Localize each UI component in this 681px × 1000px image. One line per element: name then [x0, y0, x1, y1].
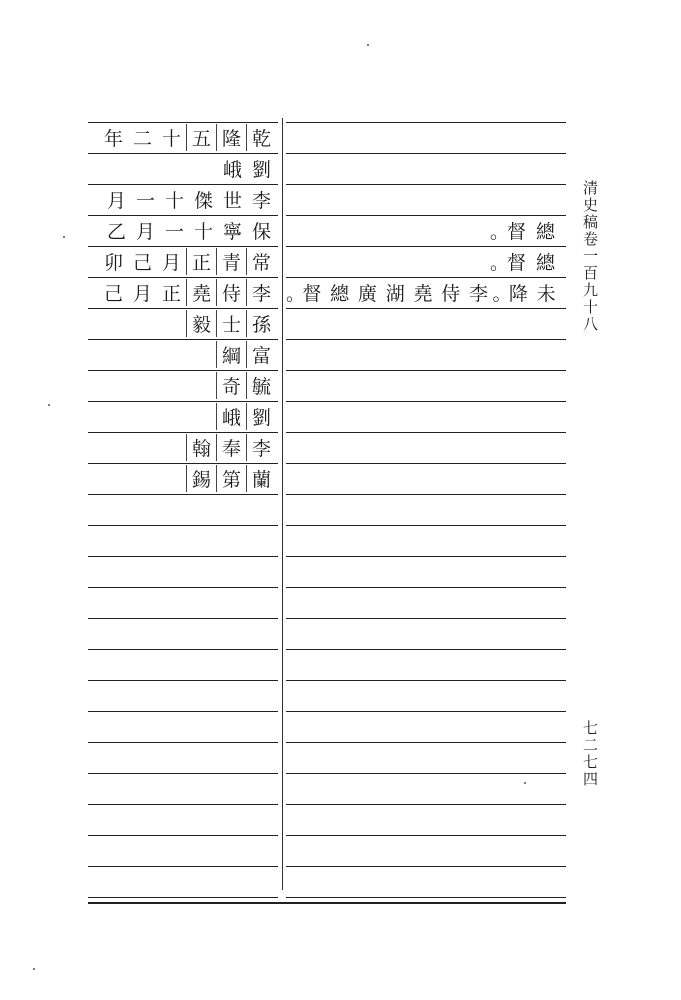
official-name-cell: [88, 184, 276, 215]
table-char: 督: [302, 283, 322, 305]
table-char: 孫: [246, 310, 276, 337]
table-char: 湖: [385, 283, 405, 305]
table-char: 峨: [222, 159, 242, 181]
ruled-line-right: [286, 556, 566, 557]
table-char: 蘭: [246, 465, 276, 492]
ruled-line-right: [286, 680, 566, 681]
table-char: 己: [132, 252, 152, 274]
table-char: 奇: [216, 372, 246, 399]
table-char: 廣: [357, 283, 377, 305]
scan-speck: [48, 404, 50, 406]
ruled-line-left: [88, 494, 278, 495]
official-name-cell: [88, 122, 276, 153]
ruled-line-right: [286, 494, 566, 495]
official-name-cell: [88, 153, 276, 184]
ruled-line-right: [286, 742, 566, 743]
table-char: 正: [161, 283, 181, 305]
ruled-line-right: [286, 587, 566, 588]
table-char: 月: [135, 221, 155, 243]
table-char: 卯: [103, 252, 123, 274]
ruled-line-right: [286, 184, 566, 185]
table-char: 錫: [186, 465, 216, 492]
table-char: 總: [535, 221, 555, 243]
table-char: 李: [469, 283, 489, 305]
ruled-line-right: [286, 339, 566, 340]
table-char: 常: [246, 248, 276, 275]
table-char: 月: [132, 283, 152, 305]
table-char: 第: [216, 465, 246, 492]
table-char: 月: [161, 252, 181, 274]
ruled-line-right: [286, 432, 566, 433]
table-char: 年: [103, 128, 123, 150]
ruled-line-right: [286, 463, 566, 464]
table-char: 劉: [251, 159, 271, 181]
table-char: 未: [536, 283, 556, 305]
official-name-cell: [88, 339, 276, 370]
ruled-line-right: [286, 804, 566, 805]
ruled-line-left: [88, 556, 278, 557]
table-char: 二: [132, 128, 152, 150]
bottom-border: [88, 902, 566, 904]
ruled-line-right: [286, 711, 566, 712]
ruled-line-right: [286, 401, 566, 402]
ruled-line-right: [286, 525, 566, 526]
scan-speck: [524, 782, 526, 784]
official-name-cell: [88, 246, 276, 277]
table-char: 十: [164, 190, 184, 212]
table-char: 綱: [216, 341, 246, 368]
table-char: 。: [285, 283, 305, 305]
ruled-line-right: [286, 308, 566, 309]
table-char: 李: [251, 190, 271, 212]
ruled-line-right: [286, 370, 566, 371]
table-char: 奉: [216, 434, 246, 461]
table-char: 。: [492, 283, 512, 305]
table-char: 侍: [441, 283, 461, 305]
table-char: 乾: [246, 124, 276, 151]
table-char: 毅: [186, 310, 216, 337]
note-cell: [286, 277, 560, 308]
table-char: 月: [106, 190, 126, 212]
ruled-line-left: [88, 587, 278, 588]
table-char: 總: [330, 283, 350, 305]
scan-speck: [33, 968, 35, 970]
ruled-line-right: [286, 897, 566, 898]
ruled-line-left: [88, 680, 278, 681]
table-char: 堯: [413, 283, 433, 305]
table-char: 督: [506, 252, 526, 274]
table-char: 。: [490, 252, 510, 274]
table-char: 侍: [216, 279, 246, 306]
ruled-line-right: [286, 866, 566, 867]
ruled-line-right: [286, 618, 566, 619]
table-char: 李: [246, 279, 276, 306]
table-char: 總: [535, 252, 555, 274]
table-char: 十: [161, 128, 181, 150]
table-char: 堯: [186, 279, 216, 306]
table-char: 寧: [222, 221, 242, 243]
ruled-line-left: [88, 649, 278, 650]
table-char: 。: [490, 221, 510, 243]
table-char: 降: [508, 283, 528, 305]
ruled-line-left: [88, 866, 278, 867]
table-char: 傑: [193, 190, 213, 212]
table-char: 士: [216, 310, 246, 337]
ruled-line-right: [286, 835, 566, 836]
table-char: 一: [135, 190, 155, 212]
ruled-line-left: [88, 525, 278, 526]
table-char: 乙: [106, 221, 126, 243]
table-char: 富: [246, 341, 276, 368]
table-char: 世: [222, 190, 242, 212]
table-char: 翰: [186, 434, 216, 461]
table-char: 峨: [216, 403, 246, 430]
table-char: 五: [186, 124, 216, 151]
note-cell: [286, 215, 560, 246]
official-name-cell: [88, 277, 276, 308]
ruled-line-left: [88, 618, 278, 619]
official-name-cell: [88, 370, 276, 401]
ruled-line-right: [286, 153, 566, 154]
table-char: 青: [216, 248, 246, 275]
ruled-line-left: [88, 742, 278, 743]
table-char: 毓: [246, 372, 276, 399]
running-header: 清史稿卷一百九十八: [581, 180, 599, 333]
ruled-line-left: [88, 897, 278, 898]
ruled-line-right: [286, 649, 566, 650]
official-name-cell: [88, 432, 276, 463]
official-name-cell: [88, 401, 276, 432]
page-number: 七二七四: [581, 720, 599, 788]
note-cell: [286, 246, 560, 277]
ruled-line-left: [88, 835, 278, 836]
table-char: 督: [506, 221, 526, 243]
table-char: 己: [103, 283, 123, 305]
official-name-cell: [88, 308, 276, 339]
table-char: 十: [193, 221, 213, 243]
ruled-line-right: [286, 773, 566, 774]
ruled-line-left: [88, 711, 278, 712]
table-char: 隆: [216, 124, 246, 151]
scan-speck: [63, 236, 65, 238]
column-divider: [282, 118, 283, 890]
table-char: 李: [246, 434, 276, 461]
ruled-line-left: [88, 804, 278, 805]
table-char: 正: [186, 248, 216, 275]
scan-speck: [367, 44, 369, 46]
ruled-line-left: [88, 773, 278, 774]
official-name-cell: [88, 215, 276, 246]
table-char: 一: [164, 221, 184, 243]
ruled-line-right: [286, 122, 566, 123]
table-char: 保: [251, 221, 271, 243]
official-name-cell: [88, 463, 276, 494]
table-char: 劉: [246, 403, 276, 430]
